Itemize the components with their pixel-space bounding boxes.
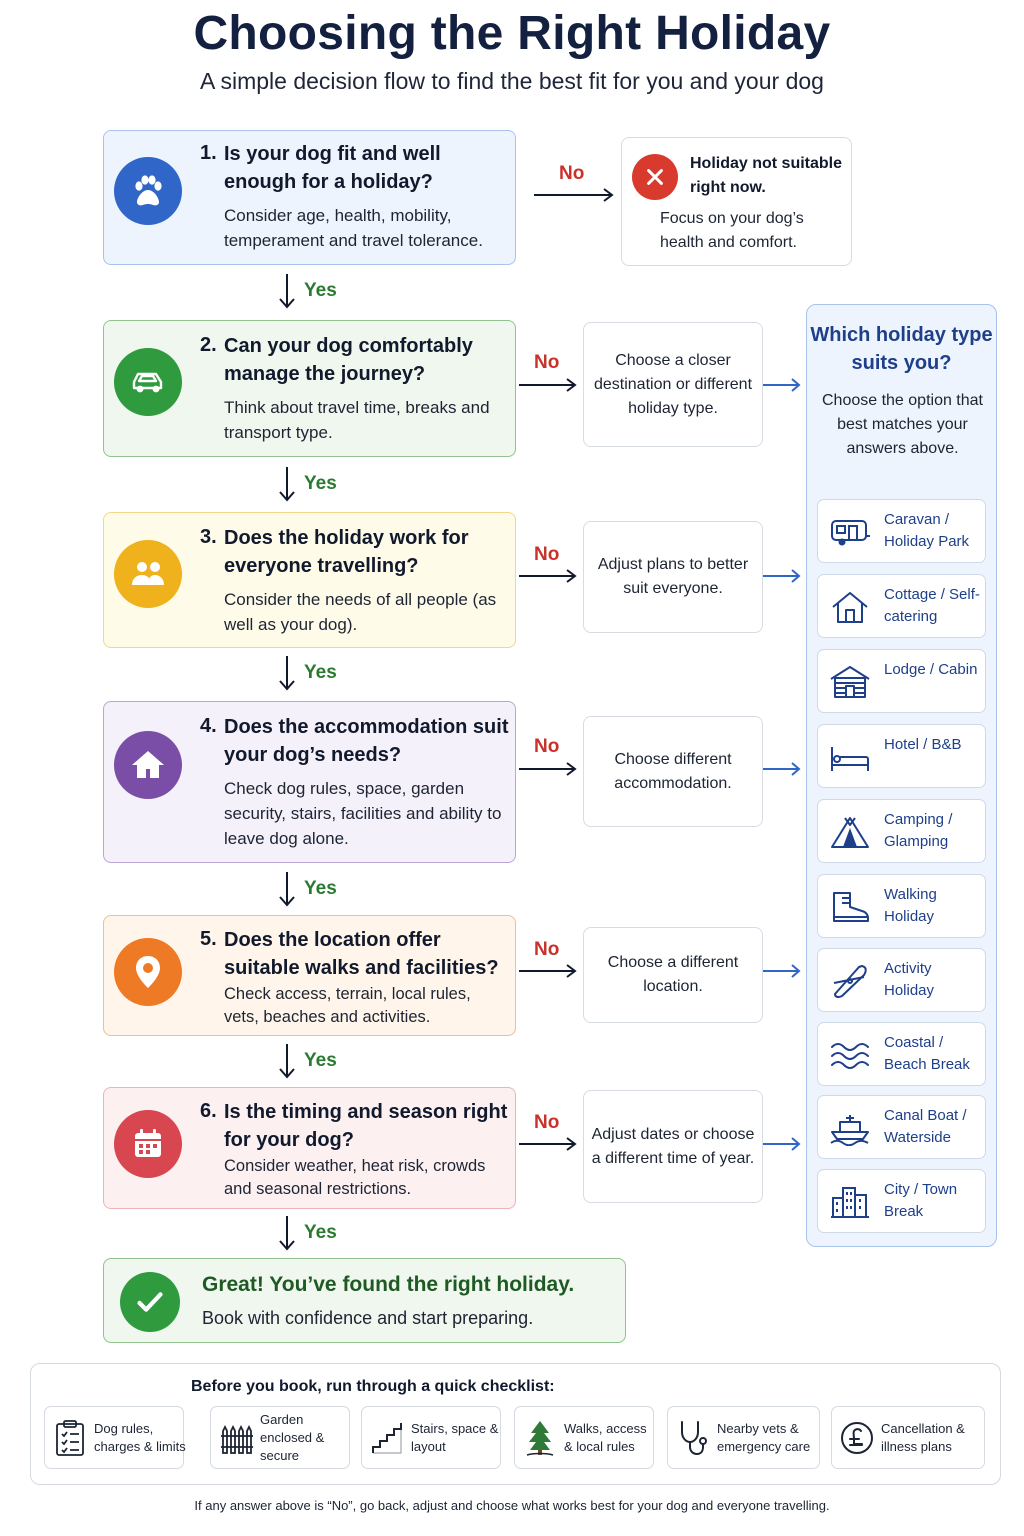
checklist-item-stairs: [361, 1406, 501, 1469]
lodge-icon: [828, 664, 872, 700]
checklist-label: Stairs, space & layout: [411, 1421, 499, 1454]
question-5-desc: Check access, terrain, local rules, vets, beaches and activities.: [224, 985, 471, 1026]
yes-label: Yes: [304, 662, 337, 683]
panel-arrow-2: [762, 566, 802, 586]
option-cottage[interactable]: [817, 574, 986, 638]
option-activity[interactable]: [817, 948, 986, 1012]
question-5-box: [103, 915, 516, 1036]
question-6-text: Is the timing and season right for your dog?: [224, 1101, 508, 1151]
question-1-box: [103, 130, 516, 265]
boot-icon: [828, 889, 872, 925]
checklist-label: Cancellation & illness plans: [881, 1421, 965, 1454]
question-2-number: 2.: [200, 334, 217, 356]
question-2-box: [103, 320, 516, 457]
question-3-box: [103, 512, 516, 648]
no-label: No: [534, 939, 560, 960]
option-label: Canal Boat / Waterside: [884, 1107, 967, 1146]
holiday-panel-desc: Choose the option that best matches your answers above.: [821, 392, 983, 457]
option-label: Walking Holiday: [884, 886, 937, 925]
no-outcome-2: Choose a closer destination or different holiday type.: [583, 322, 763, 447]
question-6-number: 6.: [200, 1100, 217, 1122]
fence-icon: [219, 1419, 253, 1457]
calendar-icon: [114, 1110, 182, 1178]
checklist-item-dog-rules: [44, 1406, 184, 1469]
option-label: City / Town Break: [884, 1181, 958, 1220]
question-3-desc: Consider the needs of all people (as well as your dog).: [224, 590, 497, 634]
cottage-icon: [828, 589, 872, 625]
no-outcome-5: Choose a different location.: [583, 927, 763, 1023]
checklist-label: Garden enclosed & secure: [260, 1412, 325, 1463]
question-6-box: [103, 1087, 516, 1209]
yes-arrow-5: [276, 1042, 366, 1082]
option-label: Hotel / B&B: [884, 736, 962, 753]
question-1-number: 1.: [200, 142, 217, 164]
no-arrow-3: [518, 566, 578, 586]
question-4-text: Does the accommodation suit your dog’s needs?: [224, 716, 509, 766]
no-label: No: [534, 736, 560, 757]
page-title: Choosing the Right Holiday: [193, 7, 831, 60]
option-label: Cottage / Self-catering: [884, 586, 980, 625]
checklist-box: [30, 1363, 1001, 1485]
yes-arrow-3: [276, 654, 366, 694]
option-canal[interactable]: [817, 1095, 986, 1159]
no-arrow-6: [518, 1134, 578, 1154]
option-label: Lodge / Cabin: [884, 661, 978, 678]
panel-arrow-3: [762, 759, 802, 779]
no-outcome-4: Choose different accommodation.: [583, 716, 763, 827]
option-label: Activity Holiday: [884, 960, 935, 999]
checklist-item-garden: [210, 1406, 350, 1469]
no-label: No: [534, 544, 560, 565]
option-lodge[interactable]: [817, 649, 986, 713]
no-outcome-3: Adjust plans to better suit everyone.: [583, 521, 763, 633]
stairs-icon: [370, 1419, 404, 1457]
paw-icon: [114, 157, 182, 225]
final-desc: Book with confidence and start preparing.: [202, 1308, 534, 1328]
bed-icon: [828, 739, 872, 775]
option-city[interactable]: [817, 1169, 986, 1233]
pound-icon: [840, 1419, 874, 1457]
checklist-item-cancellation: [831, 1406, 985, 1469]
page-subtitle: A simple decision flow to find the best fit for you and your dog: [200, 68, 824, 94]
house-icon: [114, 731, 182, 799]
option-label: Camping / Glamping: [884, 811, 953, 850]
no-arrow-5: [518, 961, 578, 981]
yes-arrow-2: [276, 465, 366, 505]
stethoscope-icon: [676, 1419, 710, 1457]
checklist-title: Before you book, run through a quick checklist:: [191, 1378, 555, 1395]
question-6-desc: Consider weather, heat risk, crowds and seasonal restrictions.: [224, 1157, 486, 1198]
yes-label: Yes: [304, 1222, 337, 1243]
no-label: No: [534, 1112, 560, 1133]
panel-arrow-5: [762, 1134, 802, 1154]
tent-icon: [828, 814, 872, 850]
option-label: Coastal / Beach Break: [884, 1034, 970, 1073]
city-icon: [828, 1184, 872, 1220]
question-4-desc: Check dog rules, space, garden security, stairs, facilities and ability to leave dog alone.: [224, 779, 502, 848]
people-icon: [114, 540, 182, 608]
not-suitable-box: [621, 137, 852, 266]
final-title: Great! You’ve found the right holiday.: [202, 1273, 575, 1296]
not-suitable-title: Holiday not suitable right now.: [690, 155, 843, 196]
question-3-number: 3.: [200, 526, 217, 548]
yes-arrow-1: [276, 272, 366, 312]
option-caravan[interactable]: [817, 499, 986, 563]
panel-arrow-4: [762, 961, 802, 981]
not-suitable-desc: Focus on your dog’s health and comfort.: [660, 210, 804, 251]
boat-icon: [828, 1110, 872, 1146]
no-arrow-1: [533, 185, 615, 205]
checklist-item-walks: [514, 1406, 654, 1469]
yes-label: Yes: [304, 1050, 337, 1071]
holiday-type-panel: [806, 304, 997, 1247]
option-hotel[interactable]: [817, 724, 986, 788]
car-icon: [114, 348, 182, 416]
no-arrow-2: [518, 375, 578, 395]
yes-label: Yes: [304, 878, 337, 899]
caravan-icon: [828, 514, 872, 550]
footer-note: If any answer above is “No”, go back, adjust and choose what works best for your dog and everyone travelling.: [194, 1498, 830, 1513]
question-5-text: Does the location offer suitable walks and facilities?: [224, 929, 499, 979]
waves-icon: [828, 1037, 872, 1073]
holiday-panel-title: Which holiday type suits you?: [810, 324, 993, 374]
checklist-label: Dog rules, charges & limits: [94, 1421, 186, 1454]
question-4-box: [103, 701, 516, 863]
check-icon: [120, 1272, 180, 1332]
option-walking[interactable]: [817, 874, 986, 938]
location-pin-icon: [114, 938, 182, 1006]
kayak-icon: [828, 963, 872, 999]
tree-icon: [523, 1419, 557, 1457]
option-label: Caravan / Holiday Park: [884, 511, 970, 550]
question-2-desc: Think about travel time, breaks and transport type.: [224, 398, 490, 442]
no-label: No: [559, 163, 585, 184]
no-label: No: [534, 352, 560, 373]
final-result-box: [103, 1258, 626, 1343]
close-icon: [632, 154, 678, 200]
no-arrow-4: [518, 759, 578, 779]
yes-arrow-4: [276, 870, 366, 910]
yes-arrow-6: [276, 1214, 366, 1254]
checklist-label: Walks, access & local rules: [564, 1421, 647, 1454]
question-1-desc: Consider age, health, mobility, temperament and travel tolerance.: [224, 206, 483, 250]
checklist-item-vets: [667, 1406, 820, 1469]
yes-label: Yes: [304, 280, 337, 301]
question-5-number: 5.: [200, 928, 217, 950]
panel-arrow-1: [762, 375, 802, 395]
no-outcome-6: Adjust dates or choose a different time of year.: [583, 1090, 763, 1203]
option-coastal[interactable]: [817, 1022, 986, 1086]
question-1-text: Is your dog fit and well enough for a holiday?: [224, 143, 441, 193]
yes-label: Yes: [304, 473, 337, 494]
checklist-label: Nearby vets & emergency care: [717, 1421, 811, 1454]
clipboard-icon: [53, 1419, 87, 1457]
question-3-text: Does the holiday work for everyone travelling?: [224, 527, 469, 577]
question-2-text: Can your dog comfortably manage the journey?: [224, 335, 473, 385]
option-camping[interactable]: [817, 799, 986, 863]
question-4-number: 4.: [200, 715, 217, 737]
